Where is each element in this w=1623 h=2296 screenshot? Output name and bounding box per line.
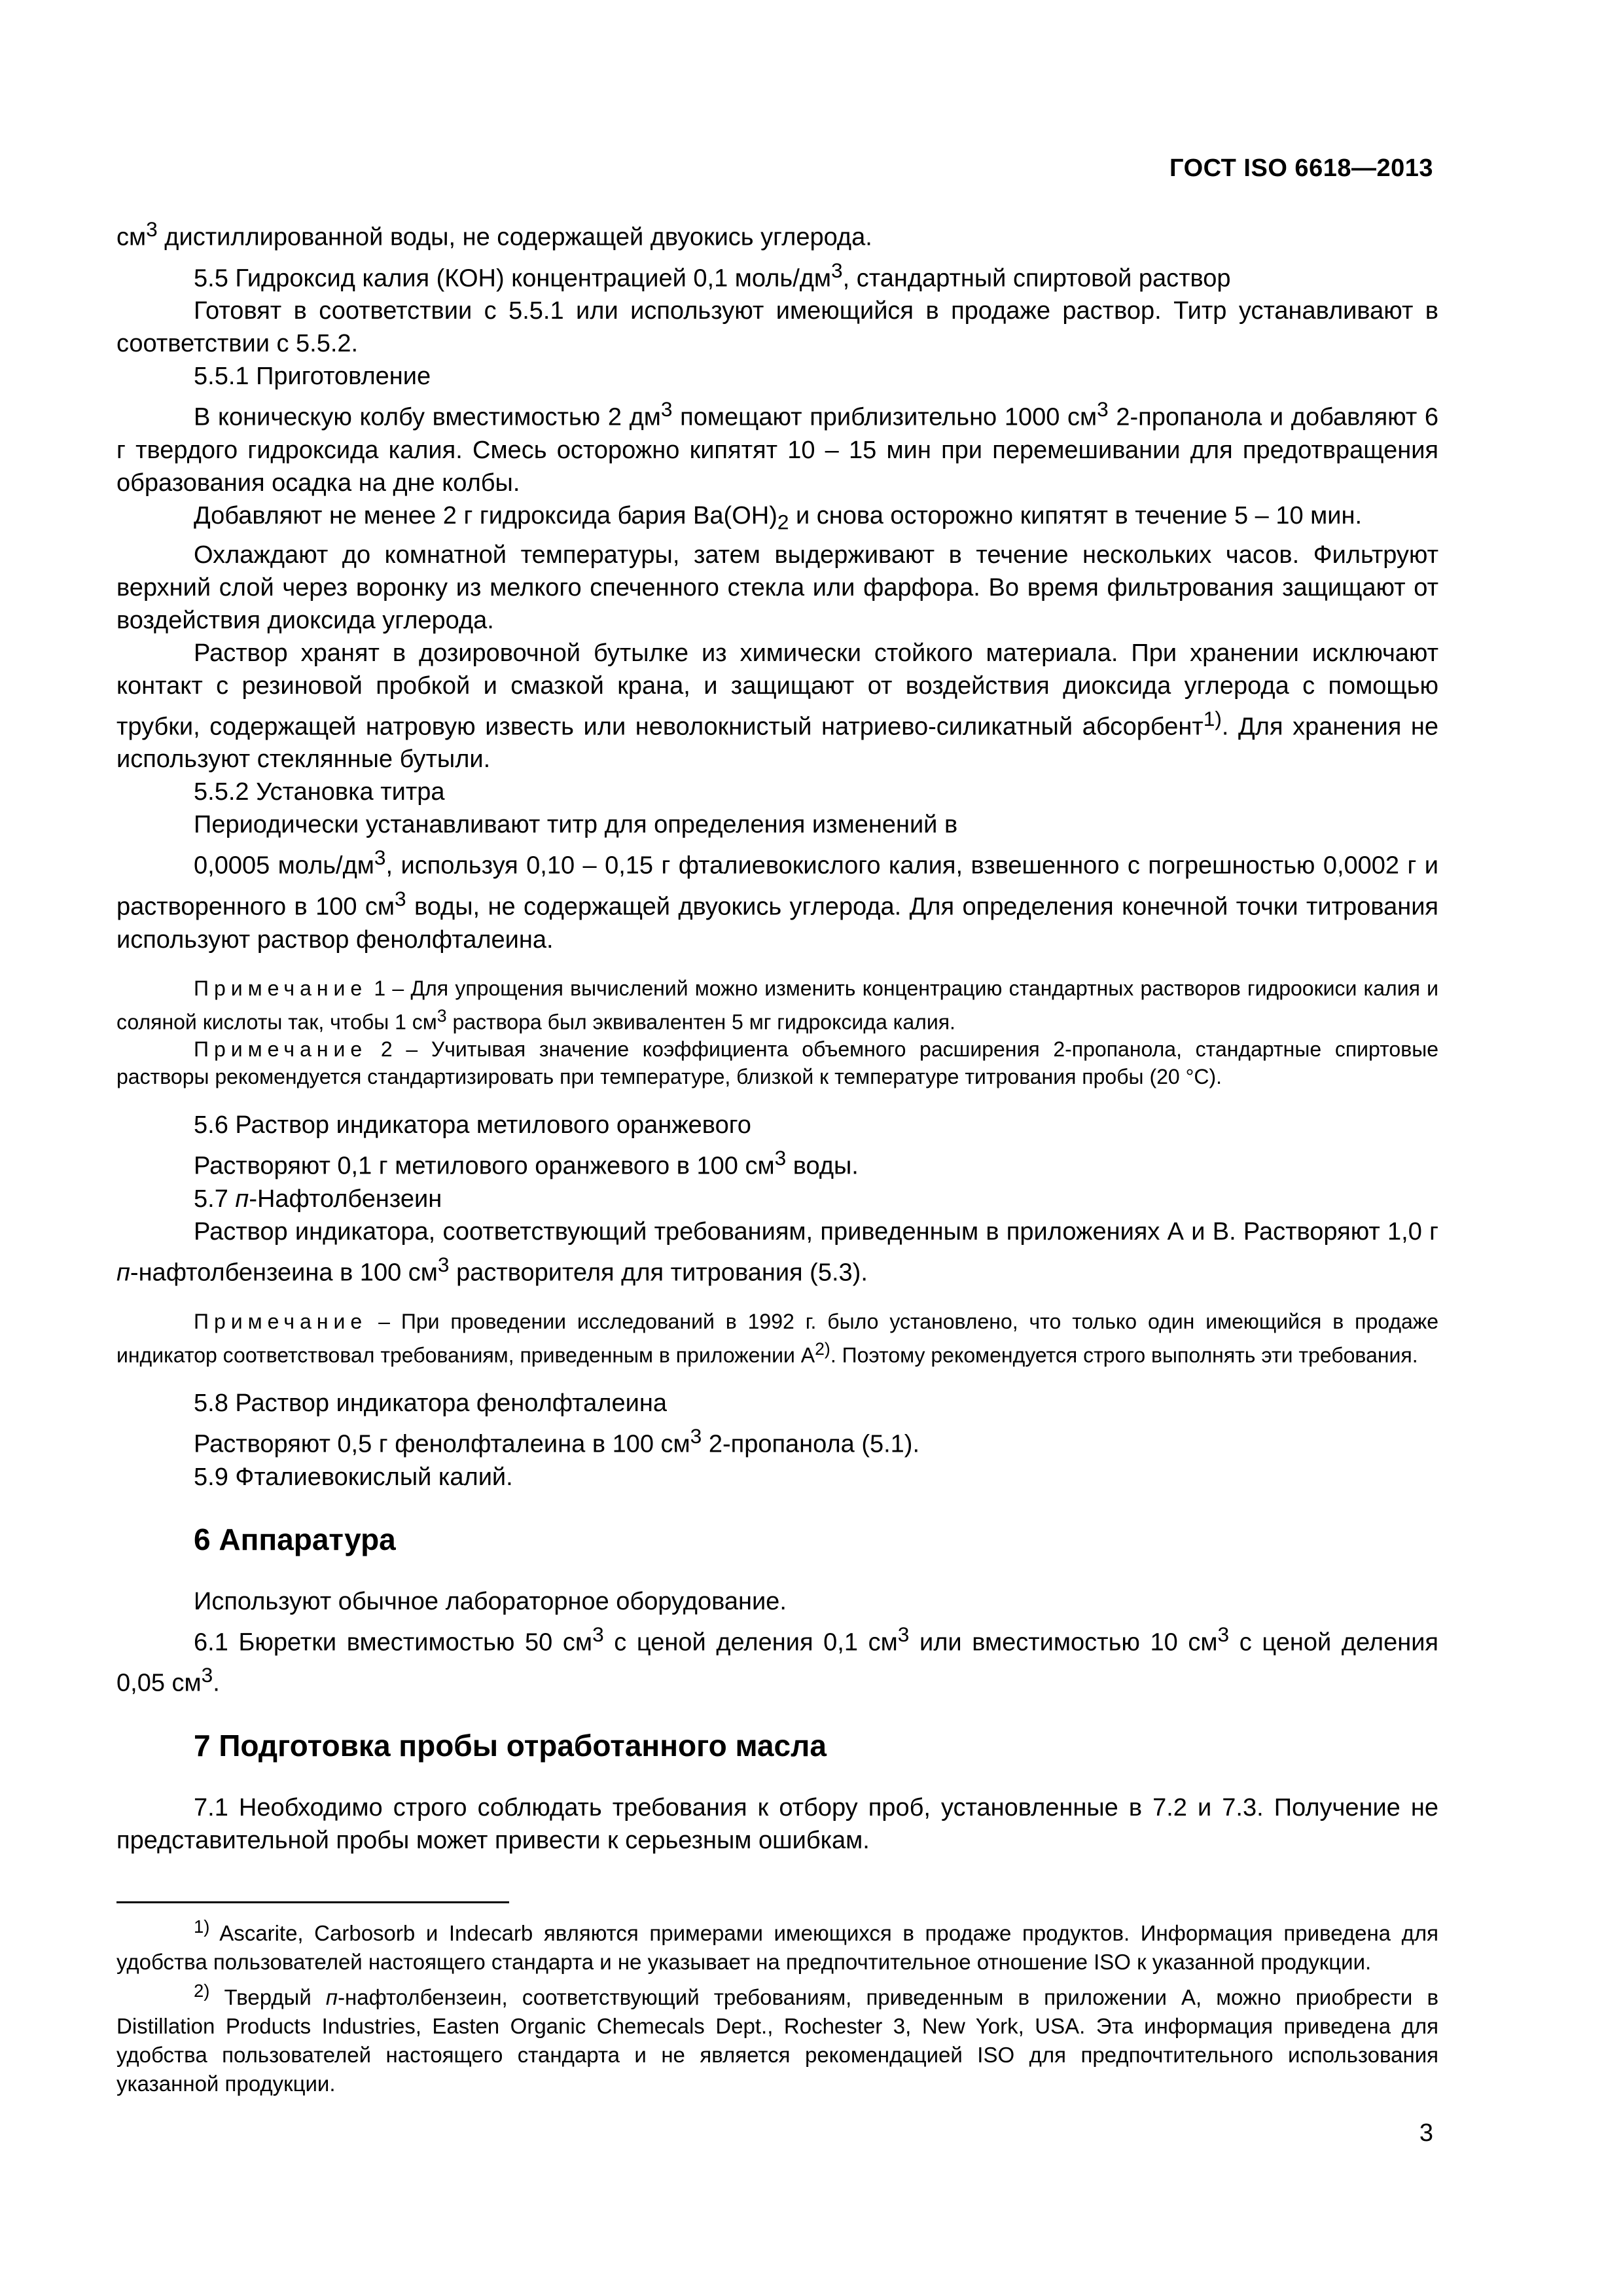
spacer — [116, 1765, 1438, 1791]
spacer — [116, 956, 1438, 975]
text: воды, не содержащей двуокись углерода. Для определения конечной точки титрования используют раствор фенолфталеина. — [116, 893, 1439, 954]
note-2 — [116, 1035, 1438, 1090]
text: воды. — [786, 1152, 859, 1180]
text: Раствор индикатора, соответствующий требованиям, приведенным в приложениях А и В. Растворяют 1,0 г — [194, 1217, 1438, 1246]
note-label: Примечание — [194, 1309, 368, 1333]
text: 2-пропанола и добавляют 6 г твердого гидроксида калия. Смесь осторожно кипятят 10 – 15 мин при перемешивании для предотвращения образования осадка на дне колбы. — [116, 403, 1439, 497]
text: растворителя для титрования (5.3). — [449, 1259, 868, 1287]
text: -нафтолбензеин, соответствующий требованиям, приведенным в приложении А, можно приобрести в Distillation Products Industries, Easten Organic Chemecals Dept., Rochester 3, New York, USA. Эта информация приведена для удобства пользователей настоящего стандарта и не является рекомендацией ISO для предпочтительного использования указанной продукции. — [116, 1985, 1438, 2096]
superscript: 3 — [437, 1005, 447, 1026]
footnote-separator — [116, 1901, 509, 1903]
paragraph: Охлаждают до комнатной температуры, затем выдерживают в течение нескольких часов. Фильтруют верхний слой через воронку из мелкого спеченного стекла или фарфора. Во время фильтрования защищают от воздействия диоксида углерода. — [116, 541, 1438, 634]
spacer — [116, 1700, 1438, 1726]
text: 6.1 Бюретки вместимостью 50 см — [194, 1628, 593, 1657]
text: Раствор хранят в дозировочной бутылке из химически стойкого материала. При хранении исключают контакт с резиновой пробкой и смазкой крана, и защищают от воздействия диоксида углерода с помощью трубки, содержащей натровую известь или неволокнистый натриево-силикатный абсорбент — [116, 639, 1438, 741]
superscript: 3 — [831, 258, 843, 282]
paragraph — [116, 1618, 1438, 1700]
superscript: 3 — [897, 1622, 910, 1646]
superscript: 3 — [690, 1424, 702, 1448]
text: . — [213, 1670, 220, 1698]
section-5-5-2-title: 5.5.2 Установка титра — [194, 778, 445, 806]
note-3 — [116, 1308, 1438, 1369]
superscript: 3 — [1097, 397, 1109, 422]
text: Растворяют 0,5 г фенолфталеина в 100 см — [194, 1430, 690, 1458]
text: с ценой деления 0,05 см — [116, 1628, 1438, 1698]
paragraph — [116, 1141, 1438, 1183]
text: . Поэтому рекомендуется строго выполнять эти требования. — [830, 1343, 1418, 1367]
superscript: 3 — [374, 846, 386, 870]
note-label: Примечание — [194, 1037, 368, 1062]
text: раствора был эквивалентен 5 мг гидроксида калия. — [446, 1010, 955, 1034]
italic-text: п — [116, 1259, 130, 1287]
paragraph — [116, 637, 1438, 776]
text: см — [116, 223, 147, 251]
paragraph: 7.1 Необходимо строго соблюдать требования к отбору проб, установленные в 7.2 и 7.3. Получение не представительной пробы может привести к серьезным ошибкам. — [116, 1794, 1438, 1855]
section-5-5-1-title: 5.5.1 Приготовление — [194, 363, 431, 391]
page-body — [116, 213, 1438, 1857]
superscript: 3 — [660, 397, 673, 422]
spacer — [116, 1494, 1438, 1520]
text: . Для хранения не используют стеклянные бутыли. — [116, 713, 1439, 774]
note-label: Примечание — [194, 976, 368, 1000]
superscript: 3 — [146, 217, 158, 241]
footnote-ref: 1) — [1203, 706, 1222, 730]
superscript: 3 — [201, 1663, 213, 1687]
text: или вместимостью 10 см — [909, 1628, 1218, 1657]
paragraph — [116, 499, 1438, 539]
page-number: 3 — [1419, 2119, 1433, 2147]
text: 5.5 Гидроксид калия (КОН) концентрацией 0,1 моль/дм — [194, 264, 832, 293]
text: – При проведении исследований в 1992 г. было установлено, что только один имеющийся в продаже индикатор соответствовал требованиям, приведенным в приложении А — [116, 1309, 1438, 1367]
text: -нафтолбензеина в 100 см — [130, 1259, 438, 1287]
text: 2-пропанола (5.1). — [702, 1430, 920, 1458]
text: , стандартный спиртовой раствор — [842, 264, 1231, 293]
footnotes — [116, 1912, 1438, 2098]
section-5-7-title — [116, 1183, 1438, 1215]
paragraph — [116, 393, 1438, 499]
paragraph — [116, 1215, 1438, 1289]
superscript: 3 — [774, 1146, 787, 1170]
spacer — [116, 1090, 1438, 1109]
spacer — [116, 1289, 1438, 1308]
note-1 — [116, 975, 1438, 1036]
paragraph: Готовят в соответствии с 5.5.1 или используют имеющийся в продаже раствор. Титр устанавливают в соответствии с 5.5.2. — [116, 297, 1438, 358]
superscript: 3 — [437, 1252, 450, 1276]
footnote-mark: 1) — [194, 1916, 210, 1937]
text: Добавляют не менее 2 г гидроксида бария Ba(OH) — [194, 501, 777, 529]
footnote-mark: 2) — [194, 1981, 210, 2001]
text: -Нафтолбензеин — [249, 1185, 442, 1213]
paragraph — [116, 213, 1438, 254]
text: и снова осторожно кипятят в течение 5 – 10 мин. — [789, 501, 1363, 529]
footnote-ref: 2) — [815, 1338, 830, 1359]
text: с ценой деления 0,1 см — [603, 1628, 898, 1657]
superscript: 3 — [1217, 1622, 1230, 1646]
footnote-1 — [116, 1912, 1438, 1977]
text: дистиллированной воды, не содержащей двуокись углерода. — [157, 223, 872, 251]
section-5-8-title: 5.8 Раствор индикатора фенолфталеина — [194, 1390, 667, 1418]
text: Ascarite, Carbosorb и Indecarb являются примерами имеющихся в продаже продуктов. Информация приведена для удобства пользователей настоящего стандарта и не указывает на предпочтительное отношение ISO к указанной продукции. — [116, 1921, 1438, 1974]
spacer — [116, 1559, 1438, 1585]
section-5-6-title: 5.6 Раствор индикатора метилового оранжевого — [194, 1111, 751, 1139]
superscript: 3 — [395, 886, 406, 910]
heading-section-7: 7 Подготовка пробы отработанного масла — [194, 1729, 827, 1763]
subscript: 2 — [777, 510, 789, 534]
text: помещают приблизительно 1000 см — [672, 403, 1097, 431]
text: В коническую колбу вместимостью 2 дм — [194, 403, 661, 431]
paragraph: Периодически устанавливают титр для определения изменений в — [194, 811, 958, 839]
section-5-9-title: 5.9 Фталиевокислый калий. — [194, 1463, 513, 1491]
text: , используя 0,10 – 0,15 г фталиевокислого калия, взвешенного с погрешностью 0,0002 г и растворенного в 100 см — [116, 852, 1438, 921]
section-5-5-title — [116, 254, 1438, 295]
text: Твердый — [209, 1985, 326, 2009]
paragraph — [116, 841, 1438, 956]
text: Растворяют 0,1 г метилового оранжевого в 100 см — [194, 1152, 775, 1180]
italic-text: п — [325, 1985, 338, 2009]
paragraph — [116, 1420, 1438, 1461]
italic-text: п — [235, 1185, 249, 1213]
spacer — [116, 1369, 1438, 1387]
superscript: 3 — [592, 1622, 604, 1646]
text: 5.7 — [194, 1185, 236, 1213]
text: 0,0005 моль/дм — [194, 852, 374, 880]
paragraph: Используют обычное лабораторное оборудование. — [194, 1587, 787, 1615]
document-header: ГОСТ ISO 6618—2013 — [1169, 154, 1433, 182]
heading-section-6: 6 Аппаратура — [194, 1522, 396, 1556]
text: 1 – Для упрощения вычислений можно изменить концентрацию стандартных растворов гидроокиси калия и соляной кислоты так, чтобы 1 см — [116, 976, 1438, 1034]
text: 2 – Учитывая значение коэффициента объемного расширения 2-пропанола, стандартные спиртовые растворы рекомендуется стандартизировать при температуре, близкой к температуре титрования пробы (20 °С). — [116, 1037, 1438, 1089]
footnote-2 — [116, 1977, 1438, 2098]
